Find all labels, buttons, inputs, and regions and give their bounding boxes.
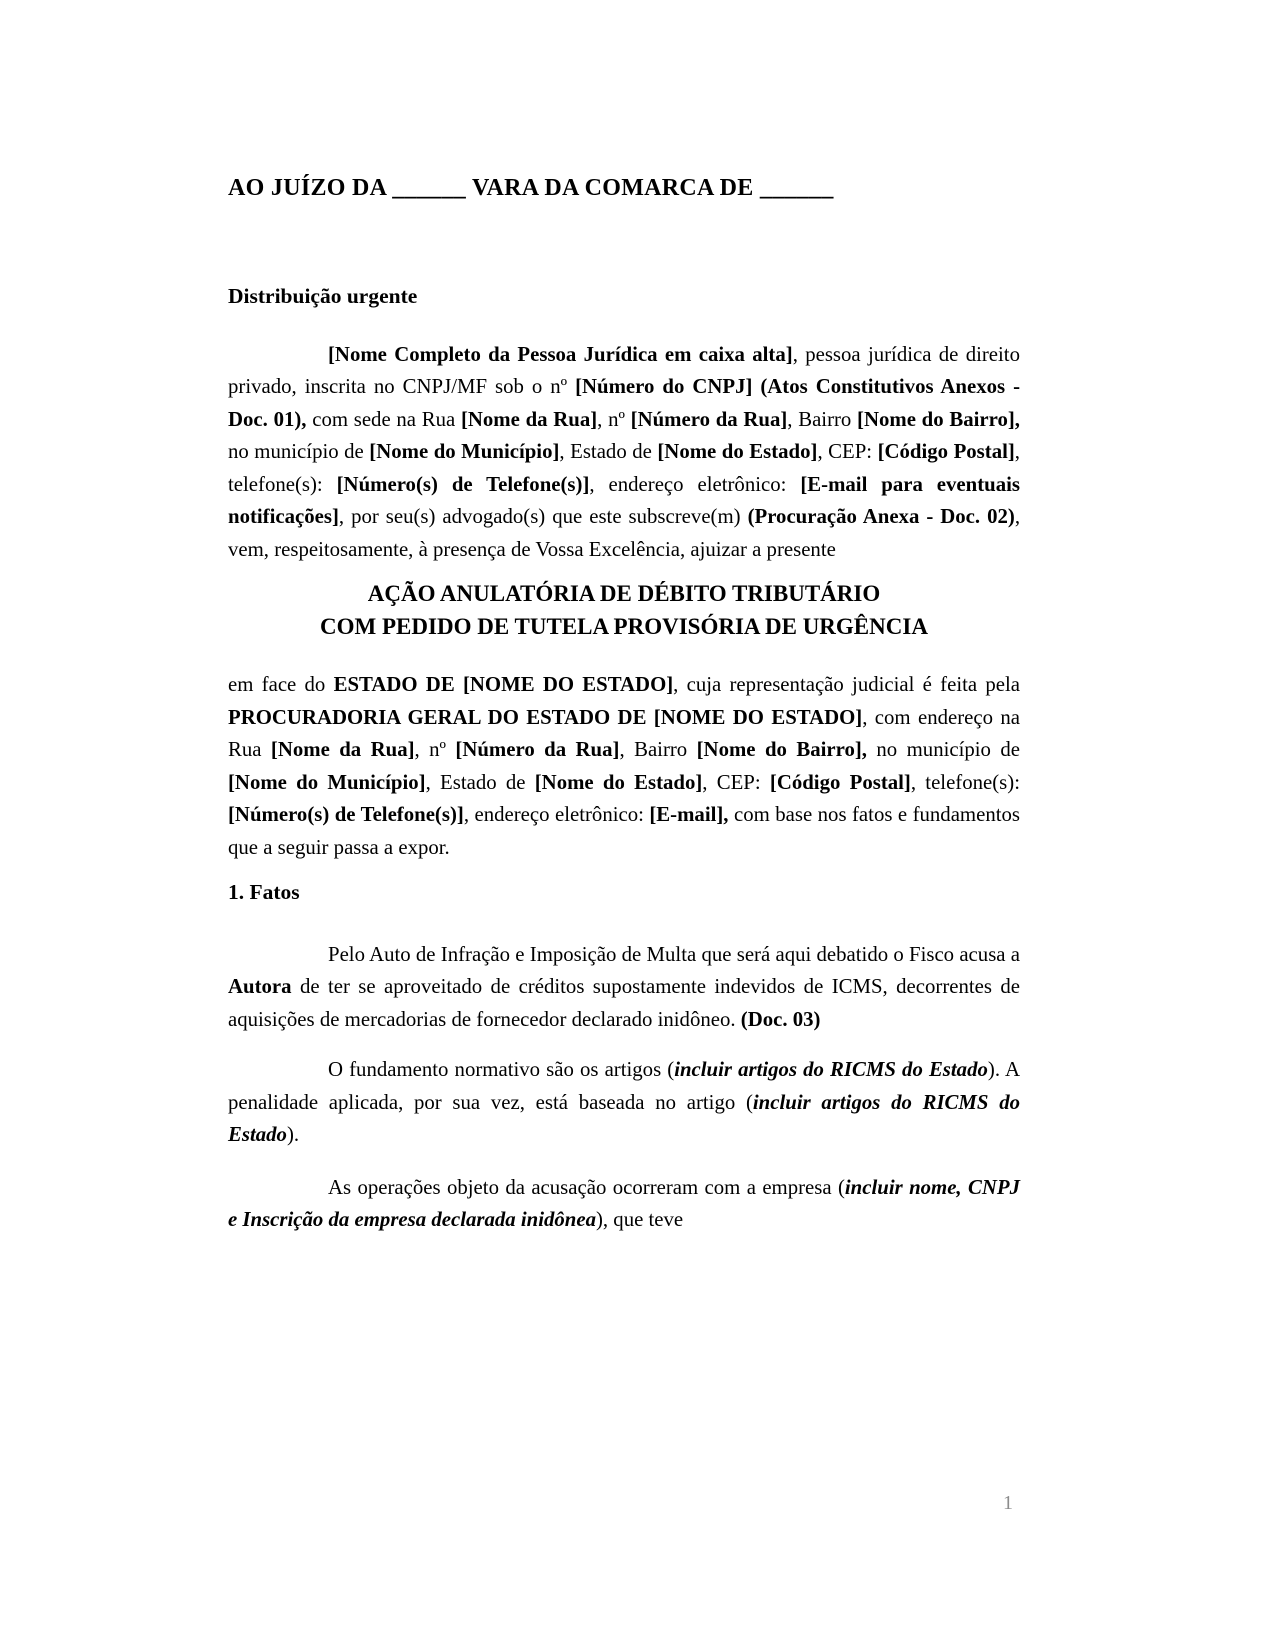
text-run: ). [286,1123,300,1146]
action-title [228,578,1020,643]
text-run: , CEP: [702,770,770,794]
text-run: , nº [597,407,631,431]
text-run: Autora [228,975,292,998]
text-run: [Nome do Município] [228,770,426,794]
text-run: incluir artigos do RICMS do Estado [228,1090,1020,1146]
text-run: , endereço eletrônico: [463,803,650,826]
text-run: [E-mail para eventuais notificações] [228,472,1020,528]
text-run: ESTADO DE [NOME DO ESTADO] [333,673,674,696]
text-run: , CEP: [817,440,878,463]
text-run: (Doc. 03) [740,1007,821,1031]
text-run: Pelo Auto de Infração e Imposição de Multa que será aqui debatido o Fisco acusa a [328,942,1020,966]
facts-paragraph-2 [228,1054,1020,1152]
text-run: [Código Postal] [769,770,911,794]
text-run: [Nome do Estado] [534,770,703,794]
text-run: de ter se aproveitado de créditos supostamente indevidos de ICMS, decorrentes de aquisições de mercadorias de fornecedor declarado inidôneo. [228,975,1020,1031]
text-run: , pessoa jurídica de direito privado, inscrita no CNPJ/MF sob o nº [228,342,1020,398]
text-run: [Nome do Bairro], [857,407,1020,431]
text-run: , cuja representação judicial é feita pela [673,673,1020,696]
text-run: , Bairro [787,407,858,431]
facts-paragraph-1 [228,939,1020,1037]
text-run: [Nome Completo da Pessoa Jurídica em caixa alta] [328,342,793,366]
text-run: com sede na Rua [306,407,461,431]
party-qualification-paragraph [228,339,1020,567]
text-run: em face do [228,673,334,696]
text-run: , telefone(s): [910,770,1020,794]
text-run: [Número da Rua] [630,407,788,431]
text-run: [Número(s) de Telefone(s)] [228,803,464,826]
text-run: As operações objeto da acusação ocorreram com a empresa ( [328,1175,845,1199]
text-run: no município de [866,738,1020,761]
text-run: , telefone(s): [228,440,1020,496]
text-run: [Nome do Município] [369,440,560,463]
text-run: PROCURADORIA GERAL DO ESTADO DE [NOME DO ESTADO] [228,705,863,729]
text-run: , por seu(s) advogado(s) que este subscreve(m) [338,505,748,528]
text-run: , com endereço na Rua [228,705,1020,761]
text-run: O fundamento normativo são os artigos ( [328,1058,675,1081]
text-run: incluir artigos do RICMS do Estado [674,1058,988,1081]
document-content [228,170,1020,1237]
court-header: AO JUÍZO DA ______ VARA DA COMARCA DE ______ [228,175,834,201]
text-run: , vem, respeitosamente, à presença de Vossa Excelência, ajuizar a presente [228,505,1021,561]
text-run: no município de [228,440,370,463]
action-title-line1: AÇÃO ANULATÓRIA DE DÉBITO TRIBUTÁRIO [367,581,881,606]
text-run: ). A penalidade aplicada, por sua vez, está baseada no artigo ( [228,1058,1020,1114]
section-heading-facts: 1. Fatos [228,880,300,904]
page-number: 1 [1003,1492,1013,1514]
text-run: [Nome do Estado] [657,440,818,463]
text-run: [Nome do Bairro], [696,738,867,761]
text-run: [Nome da Rua] [270,738,415,761]
text-run: ), que teve [595,1208,684,1231]
text-run: , endereço eletrônico: [589,472,801,496]
facts-paragraph-3 [228,1172,1020,1237]
text-run: incluir nome, CNPJ e Inscrição da empresa declarada inidônea [228,1175,1020,1231]
text-run: [Código Postal] [877,440,1015,463]
text-run: , Estado de [425,770,535,794]
text-run: [Nome da Rua] [460,407,598,431]
text-run: , nº [414,738,456,761]
text-run: , Bairro [619,738,697,761]
text-run: (Procuração Anexa - Doc. 02) [747,505,1015,528]
text-run: [Número do CNPJ] (Atos Constitutivos Anexos - Doc. 01), [228,375,1021,431]
text-run: [Número(s) de Telefone(s)] [336,472,590,496]
defendant-paragraph [228,669,1020,864]
action-title-line2: COM PEDIDO DE TUTELA PROVISÓRIA DE URGÊNCIA [320,613,928,639]
urgency-note: Distribuição urgente [228,284,418,308]
text-run: com base nos fatos e fundamentos que a seguir passa a expor. [228,803,1021,859]
text-run: [E-mail], [649,803,729,826]
text-run: [Número da Rua] [455,738,620,761]
text-run: , Estado de [559,440,658,463]
